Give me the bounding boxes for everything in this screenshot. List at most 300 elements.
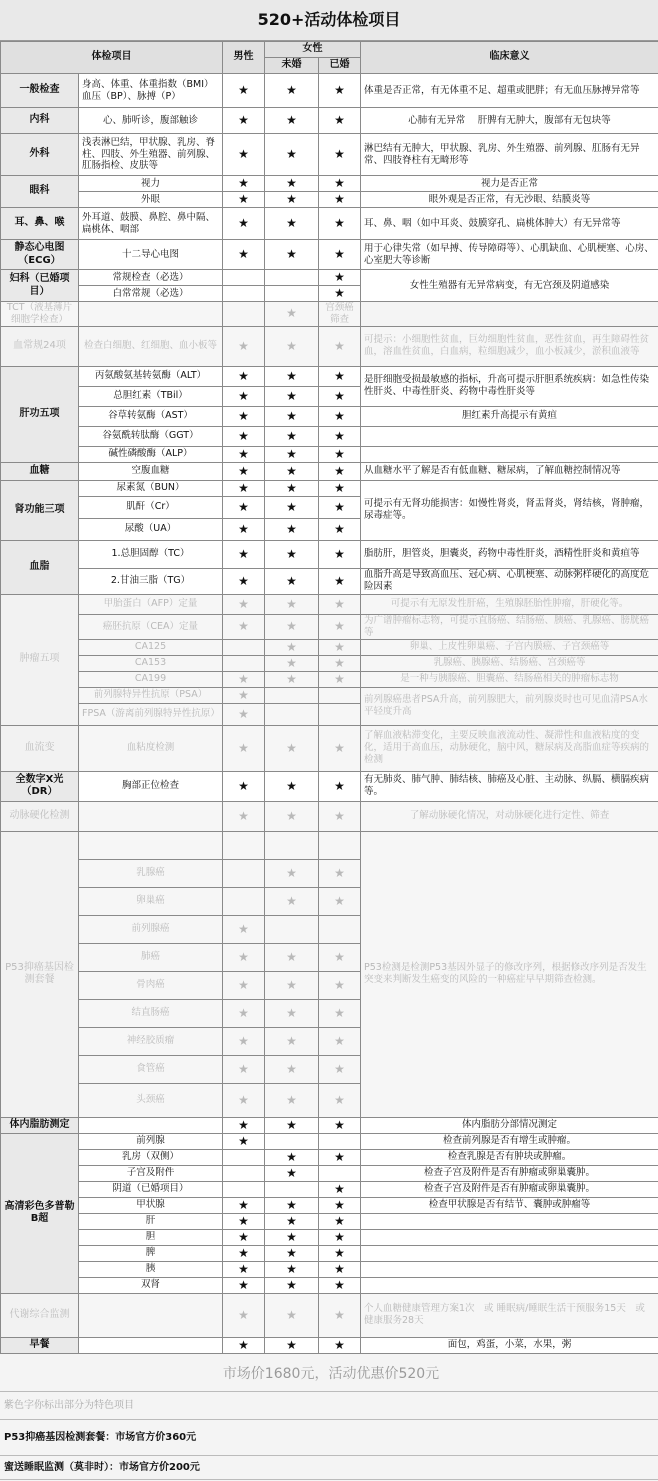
table-row bbox=[1, 446, 658, 462]
meaning-cell: 是一种与胰腺癌、胆囊癌、结肠癌相关的肿瘤标志物 bbox=[361, 671, 658, 687]
category-cell: P53抑癌基因检测套餐 bbox=[1, 831, 79, 1117]
male-star-cell: ★ bbox=[223, 943, 265, 971]
male-star-cell: ★ bbox=[223, 108, 265, 134]
unmarried-star-cell: ★ bbox=[265, 1083, 319, 1117]
unmarried-star-cell: ★ bbox=[265, 1277, 319, 1293]
married-star-cell: ★ bbox=[319, 1181, 361, 1197]
male-star-cell: ★ bbox=[223, 725, 265, 771]
male-star-cell: ★ bbox=[223, 1337, 265, 1353]
unmarried-star-cell bbox=[265, 915, 319, 943]
married-star-cell: ★ bbox=[319, 1149, 361, 1165]
table-row bbox=[1, 462, 658, 480]
unmarried-star-cell: ★ bbox=[265, 1213, 319, 1229]
unmarried-star-cell: ★ bbox=[265, 1337, 319, 1353]
item-cell: 阴道（已婚项目） bbox=[79, 1181, 223, 1197]
item-cell bbox=[79, 1337, 223, 1353]
male-star-cell: ★ bbox=[223, 1055, 265, 1083]
table-row bbox=[1, 480, 658, 496]
meaning-cell: 胆红素升高提示有黄疸 bbox=[361, 406, 658, 426]
item-cell: 浅表淋巴结，甲状腺、乳房、脊柱、四肢、外生殖器、前列腺、肛肠指检、皮肤等 bbox=[79, 134, 223, 176]
unmarried-star-cell: ★ bbox=[265, 1055, 319, 1083]
price-line: 市场价1680元，活动优惠价520元 bbox=[0, 1356, 658, 1392]
unmarried-star-cell: ★ bbox=[265, 480, 319, 496]
item-cell: 头颈癌 bbox=[79, 1083, 223, 1117]
meaning-cell: 乳腺癌、胰腺癌、结肠癌、宫颈癌等 bbox=[361, 655, 658, 671]
male-star-cell: ★ bbox=[223, 326, 265, 366]
table-row bbox=[1, 1117, 658, 1133]
item-cell: 谷草转氨酶（AST） bbox=[79, 406, 223, 426]
male-star-cell: ★ bbox=[223, 426, 265, 446]
male-star-cell: ★ bbox=[223, 687, 265, 703]
table-row bbox=[1, 366, 658, 386]
male-star-cell bbox=[79, 302, 223, 327]
table-row bbox=[1, 831, 658, 859]
male-star-cell: ★ bbox=[223, 386, 265, 406]
item-cell: CA153 bbox=[79, 655, 223, 671]
married-star-cell: ★ bbox=[319, 971, 361, 999]
unmarried-star-cell: ★ bbox=[265, 614, 319, 639]
unmarried-star-cell: ★ bbox=[265, 639, 319, 655]
unmarried-star-cell: ★ bbox=[265, 1197, 319, 1213]
married-star-cell: ★ bbox=[319, 426, 361, 446]
unmarried-star-cell: ★ bbox=[265, 771, 319, 801]
male-star-cell: ★ bbox=[223, 801, 265, 831]
item-cell: 前列腺 bbox=[79, 1133, 223, 1149]
unmarried-star-cell: ★ bbox=[265, 134, 319, 176]
married-star-cell: ★ bbox=[319, 366, 361, 386]
unmarried-star-cell: ★ bbox=[265, 801, 319, 831]
meaning-cell: 从血糖水平了解是否有低血糖、糖尿病，了解血糖控制情况等 bbox=[361, 462, 658, 480]
unmarried-star-cell: ★ bbox=[265, 326, 319, 366]
category-cell: 血常规24项 bbox=[1, 326, 79, 366]
category-cell: 静态心电图（ECG） bbox=[1, 240, 79, 270]
item-cell: CA125 bbox=[79, 639, 223, 655]
meaning-cell: 淋巴结有无肿大，甲状腺、乳房、外生殖器、前列腺、肛肠有无异常、四肢脊柱有无畸形等 bbox=[361, 134, 658, 176]
unmarried-star-cell: ★ bbox=[265, 655, 319, 671]
table-row bbox=[1, 208, 658, 240]
married-star-cell: ★ bbox=[319, 406, 361, 426]
married-star-cell: ★ bbox=[319, 496, 361, 518]
table-row bbox=[1, 1229, 658, 1245]
male-star-cell bbox=[223, 1165, 265, 1181]
married-star-cell: ★ bbox=[319, 1083, 361, 1117]
unmarried-star-cell: ★ bbox=[265, 386, 319, 406]
meaning-cell: 了解血液粘滞变化，主要反映血液流动性、凝滞性和血液粘度的变化，适用于高血压，动脉硬化，脑中风，糖尿病及高脂血症等疾病的检测 bbox=[361, 725, 658, 771]
married-star-cell: ★ bbox=[319, 1197, 361, 1213]
male-star-cell: ★ bbox=[223, 1245, 265, 1261]
item-cell bbox=[79, 1293, 223, 1337]
meaning-cell: 用于心律失常（如早搏、传导障碍等）、心肌缺血、心肌梗塞、心房、心室肥大等诊断 bbox=[361, 240, 658, 270]
male-star-cell: ★ bbox=[223, 446, 265, 462]
table-row bbox=[1, 771, 658, 801]
male-star-cell: ★ bbox=[223, 366, 265, 386]
married-star-cell: ★ bbox=[319, 1337, 361, 1353]
item-cell: 食管癌 bbox=[79, 1055, 223, 1083]
unmarried-star-cell: ★ bbox=[265, 192, 319, 208]
male-star-cell: ★ bbox=[223, 1261, 265, 1277]
male-star-cell bbox=[223, 859, 265, 887]
meaning-cell: 前列腺癌患者PSA升高，前列腺肥大，前列腺炎时也可见血清PSA水平轻度升高 bbox=[361, 687, 658, 725]
unmarried-star-cell: ★ bbox=[265, 496, 319, 518]
unmarried-star-cell: ★ bbox=[265, 176, 319, 192]
unmarried-star-cell: ★ bbox=[265, 366, 319, 386]
unmarried-star-cell: ★ bbox=[265, 446, 319, 462]
married-star-cell: ★ bbox=[319, 540, 361, 568]
male-star-cell: ★ bbox=[223, 208, 265, 240]
unmarried-star-cell: ★ bbox=[265, 462, 319, 480]
married-star-cell: ★ bbox=[319, 326, 361, 366]
unmarried-star-cell: ★ bbox=[265, 1027, 319, 1055]
meaning-cell: 女性生殖器有无异常病变，有无宫颈及阴道感染 bbox=[361, 270, 658, 302]
table-row bbox=[1, 134, 658, 176]
married-star-cell bbox=[319, 687, 361, 703]
married-star-cell bbox=[319, 1133, 361, 1149]
meaning-cell: 有无肺炎、肺气肿、肺结核、肺癌及心脏、主动脉、纵膈、横膈疾病等。 bbox=[361, 771, 658, 801]
unmarried-star-cell: ★ bbox=[265, 108, 319, 134]
item-cell: 胆 bbox=[79, 1229, 223, 1245]
sleep-price-line: 蜜送睡眠监测（莫非时）：市场官方价200元 bbox=[0, 1456, 658, 1480]
male-star-cell bbox=[223, 831, 265, 859]
item-cell: 1.总胆固醇（TC） bbox=[79, 540, 223, 568]
male-star-cell: ★ bbox=[223, 1133, 265, 1149]
unmarried-star-cell bbox=[265, 687, 319, 703]
married-star-cell: ★ bbox=[319, 208, 361, 240]
unmarried-star-cell: ★ bbox=[265, 1229, 319, 1245]
unmarried-star-cell: ★ bbox=[265, 568, 319, 594]
item-cell: 外耳道、鼓膜、鼻腔、鼻中隔、扁桃体、咽部 bbox=[79, 208, 223, 240]
table-row bbox=[1, 192, 658, 208]
unmarried-star-cell: ★ bbox=[265, 1117, 319, 1133]
meaning-cell: 脂肪肝，胆管炎，胆囊炎，药物中毒性肝炎，酒精性肝炎和黄疸等 bbox=[361, 540, 658, 568]
table-row bbox=[1, 240, 658, 270]
male-star-cell: ★ bbox=[223, 1277, 265, 1293]
table-row bbox=[1, 74, 658, 108]
meaning-cell bbox=[361, 1229, 658, 1245]
meaning-cell: 检查子宫及附件是否有肿瘤或卵巢囊肿。 bbox=[361, 1165, 658, 1181]
header-female: 女性 bbox=[265, 42, 361, 58]
meaning-cell: 是肝细胞受损最敏感的指标，升高可提示肝胆系统疾病：如急性传染性肝炎、中毒性肝炎、药物中毒性肝炎等 bbox=[361, 366, 658, 406]
item-cell: 骨肉癌 bbox=[79, 971, 223, 999]
male-star-cell: ★ bbox=[223, 240, 265, 270]
unmarried-star-cell: ★ bbox=[265, 74, 319, 108]
male-star-cell: ★ bbox=[223, 1027, 265, 1055]
item-cell: 白常常规（必选） bbox=[79, 286, 223, 302]
item-cell: 总胆红素（TBil） bbox=[79, 386, 223, 406]
male-star-cell bbox=[223, 887, 265, 915]
item-cell: 乳房（双侧） bbox=[79, 1149, 223, 1165]
item-cell: 甲状腺 bbox=[79, 1197, 223, 1213]
table-row bbox=[1, 1181, 658, 1197]
male-star-cell: ★ bbox=[223, 771, 265, 801]
meaning-cell: 为广谱肿瘤标志物，可提示直肠癌、结肠癌、胰癌、乳腺癌、膀胱癌等 bbox=[361, 614, 658, 639]
meaning-cell bbox=[361, 446, 658, 462]
table-row bbox=[1, 671, 658, 687]
table-row bbox=[1, 426, 658, 446]
male-star-cell bbox=[223, 639, 265, 655]
category-cell: 妇科（已婚项目） bbox=[1, 270, 79, 302]
table-row bbox=[1, 1245, 658, 1261]
category-cell: 动脉硬化检测 bbox=[1, 801, 79, 831]
table-row bbox=[1, 614, 658, 639]
meaning-cell: 个人血糖健康管理方案1次 或 睡眠病/睡眠生活干预服务15天 或 健康服务28天 bbox=[361, 1293, 658, 1337]
table-row bbox=[1, 1133, 658, 1149]
table-row bbox=[1, 326, 658, 366]
meaning-cell: 视力是否正常 bbox=[361, 176, 658, 192]
item-cell: 视力 bbox=[79, 176, 223, 192]
header-meaning: 临床意义 bbox=[361, 42, 658, 74]
married-star-cell: ★ bbox=[319, 771, 361, 801]
page-title: 520+活动体检项目 bbox=[0, 0, 658, 41]
unmarried-star-cell bbox=[265, 286, 319, 302]
category-cell: 代谢综合监测 bbox=[1, 1293, 79, 1337]
item-cell: 尿素氮（BUN） bbox=[79, 480, 223, 496]
male-star-cell: ★ bbox=[223, 406, 265, 426]
feature-note: 紫色字你标出部分为特色项目 bbox=[0, 1392, 658, 1420]
male-star-cell: ★ bbox=[223, 540, 265, 568]
male-star-cell: ★ bbox=[223, 1213, 265, 1229]
header-unmarried: 未婚 bbox=[265, 58, 319, 74]
item-cell: 双肾 bbox=[79, 1277, 223, 1293]
married-star-cell: ★ bbox=[319, 639, 361, 655]
married-star-cell bbox=[319, 831, 361, 859]
header-item: 体检项目 bbox=[1, 42, 223, 74]
male-star-cell: ★ bbox=[223, 999, 265, 1027]
married-star-cell: ★ bbox=[319, 801, 361, 831]
table-row bbox=[1, 594, 658, 614]
table-row bbox=[1, 801, 658, 831]
married-star-cell: ★ bbox=[319, 480, 361, 496]
married-star-cell: ★ bbox=[319, 1117, 361, 1133]
married-star-cell bbox=[319, 1165, 361, 1181]
married-star-cell: ★ bbox=[319, 1229, 361, 1245]
married-star-cell: ★ bbox=[319, 240, 361, 270]
category-cell: 肾功能三项 bbox=[1, 480, 79, 540]
meaning-cell: 血脂升高是导致高血压、冠心病、心肌梗塞、动脉粥样硬化的高度危险因素 bbox=[361, 568, 658, 594]
male-star-cell: ★ bbox=[223, 671, 265, 687]
unmarried-star-cell: ★ bbox=[265, 1165, 319, 1181]
exam-table bbox=[0, 41, 658, 1354]
item-cell: FPSA（游离前列腺特异性抗原） bbox=[79, 703, 223, 725]
table-row bbox=[1, 108, 658, 134]
married-star-cell: ★ bbox=[319, 192, 361, 208]
meaning-cell: 宫颈癌筛查 bbox=[319, 302, 361, 327]
table-row bbox=[1, 568, 658, 594]
married-star-cell: ★ bbox=[319, 1027, 361, 1055]
header-male: 男性 bbox=[223, 42, 265, 74]
meaning-cell bbox=[361, 1245, 658, 1261]
meaning-cell: 体重是否正常，有无体重不足、超重或肥胖；有无血压脉搏异常等 bbox=[361, 74, 658, 108]
item-cell: 肝 bbox=[79, 1213, 223, 1229]
meaning-cell: 检查乳腺是否有肿块或肿瘤。 bbox=[361, 1149, 658, 1165]
male-star-cell: ★ bbox=[223, 192, 265, 208]
married-star-cell: ★ bbox=[319, 386, 361, 406]
married-star-cell: ★ bbox=[319, 134, 361, 176]
meaning-cell: 可提示有无肾功能损害：如慢性肾炎，肾盂肾炎，肾结核，肾肿瘤，尿毒症等。 bbox=[361, 480, 658, 540]
table-row bbox=[1, 1293, 658, 1337]
table-row bbox=[1, 1149, 658, 1165]
item-cell: 肌酐（Cr） bbox=[79, 496, 223, 518]
item-cell: 乳腺癌 bbox=[79, 859, 223, 887]
p53-price-line: P53抑癌基因检测套餐：市场官方价360元 bbox=[0, 1420, 658, 1456]
table-row bbox=[1, 540, 658, 568]
item-cell: 外眼 bbox=[79, 192, 223, 208]
male-star-cell: ★ bbox=[223, 134, 265, 176]
married-star-cell: ★ bbox=[319, 1245, 361, 1261]
unmarried-star-cell: ★ bbox=[265, 1261, 319, 1277]
unmarried-star-cell: ★ bbox=[265, 518, 319, 540]
married-star-cell: ★ bbox=[319, 108, 361, 134]
meaning-cell: 检查子宫及附件是否有肿瘤或卵巢囊肿。 bbox=[361, 1181, 658, 1197]
meaning-cell: P53检测是检测P53基因外显子的修改序列，根据修改序列是否发生突变来判断发生癌变的风险的一种癌症早早期筛查检测。 bbox=[361, 831, 658, 1117]
married-star-cell: ★ bbox=[319, 286, 361, 302]
table-row bbox=[1, 655, 658, 671]
unmarried-star-cell: ★ bbox=[265, 971, 319, 999]
item-cell: 尿酸（UA） bbox=[79, 518, 223, 540]
item-cell: 空腹血糖 bbox=[79, 462, 223, 480]
male-star-cell: ★ bbox=[223, 462, 265, 480]
meaning-cell: 心肺有无异常 肝脾有无肿大，腹部有无包块等 bbox=[361, 108, 658, 134]
meaning-cell: 卵巢、上皮性卵巢癌、子宫内膜癌、子宫颈癌等 bbox=[361, 639, 658, 655]
item-cell: 甲胎蛋白（AFP）定量 bbox=[79, 594, 223, 614]
category-cell: 耳、鼻、喉 bbox=[1, 208, 79, 240]
category-cell: 全数字X光（DR） bbox=[1, 771, 79, 801]
meaning-cell: 可提示有无原发性肝癌，生殖腺胚胎性肿瘤，肝硬化等。 bbox=[361, 594, 658, 614]
married-star-cell: ★ bbox=[319, 446, 361, 462]
item-cell: 心、肺听诊，腹部触诊 bbox=[79, 108, 223, 134]
married-star-cell: ★ bbox=[319, 859, 361, 887]
meaning-cell: 眼外观是否正常，有无沙眼、结膜炎等 bbox=[361, 192, 658, 208]
category-cell: 血流变 bbox=[1, 725, 79, 771]
married-star-cell bbox=[319, 703, 361, 725]
meaning-cell bbox=[361, 1277, 658, 1293]
unmarried-star-cell bbox=[223, 302, 265, 327]
category-cell: 外科 bbox=[1, 134, 79, 176]
meaning-cell: 可提示：小细胞性贫血，巨幼细胞性贫血，恶性贫血，再生障碍性贫血，溶血性贫血，白血病，粒细胞减少，血小板减少，淤积血液等 bbox=[361, 326, 658, 366]
item-cell: TCT（液基薄片细胞学检查） bbox=[1, 302, 79, 327]
item-cell: 常规检查（必选） bbox=[79, 270, 223, 286]
exam-table-body bbox=[1, 42, 658, 1354]
male-star-cell bbox=[223, 1149, 265, 1165]
married-star-cell: ★ bbox=[319, 1213, 361, 1229]
married-star-cell: ★ bbox=[319, 1055, 361, 1083]
male-star-cell bbox=[223, 286, 265, 302]
category-cell: 肝功五项 bbox=[1, 366, 79, 462]
unmarried-star-cell: ★ bbox=[265, 240, 319, 270]
item-cell: 身高、体重、体重指数（BMI）血压（BP）、脉搏（P） bbox=[79, 74, 223, 108]
male-star-cell: ★ bbox=[223, 176, 265, 192]
unmarried-star-cell bbox=[265, 1181, 319, 1197]
married-star-cell: ★ bbox=[319, 594, 361, 614]
category-cell: 血糖 bbox=[1, 462, 79, 480]
item-cell: 十二导心电图 bbox=[79, 240, 223, 270]
table-row bbox=[1, 1337, 658, 1353]
item-cell: 血粘度检测 bbox=[79, 725, 223, 771]
category-cell: 肿瘤五项 bbox=[1, 594, 79, 725]
male-star-cell bbox=[223, 655, 265, 671]
unmarried-star-cell: ★ bbox=[265, 208, 319, 240]
table-row bbox=[1, 1197, 658, 1213]
item-cell: 卵巢癌 bbox=[79, 887, 223, 915]
meaning-cell: 检查前列腺是否有增生或肿瘤。 bbox=[361, 1133, 658, 1149]
meaning-cell: 检查甲状腺是否有结节、囊肿或肿瘤等 bbox=[361, 1197, 658, 1213]
item-cell bbox=[79, 801, 223, 831]
unmarried-star-cell: ★ bbox=[265, 943, 319, 971]
male-star-cell: ★ bbox=[223, 1293, 265, 1337]
meaning-cell: 体内脂肪分部情况测定 bbox=[361, 1117, 658, 1133]
unmarried-star-cell: ★ bbox=[265, 1245, 319, 1261]
item-cell: 结直肠癌 bbox=[79, 999, 223, 1027]
married-star-cell: ★ bbox=[319, 462, 361, 480]
married-star-cell: ★ bbox=[319, 943, 361, 971]
male-star-cell: ★ bbox=[223, 74, 265, 108]
married-star-cell: ★ bbox=[319, 568, 361, 594]
unmarried-star-cell: ★ bbox=[265, 1149, 319, 1165]
item-cell: 谷氨酰转肽酶（GGT） bbox=[79, 426, 223, 446]
male-star-cell: ★ bbox=[223, 1197, 265, 1213]
item-cell: 胰 bbox=[79, 1261, 223, 1277]
item-cell bbox=[79, 831, 223, 859]
unmarried-star-cell: ★ bbox=[265, 671, 319, 687]
item-cell: 癌胚抗原（CEA）定量 bbox=[79, 614, 223, 639]
item-cell: 子宫及附件 bbox=[79, 1165, 223, 1181]
unmarried-star-cell: ★ bbox=[265, 725, 319, 771]
unmarried-star-cell: ★ bbox=[265, 859, 319, 887]
category-cell: 眼科 bbox=[1, 176, 79, 208]
category-cell: 一般检查 bbox=[1, 74, 79, 108]
married-star-cell: ★ bbox=[319, 887, 361, 915]
male-star-cell: ★ bbox=[223, 915, 265, 943]
meaning-cell: 了解动脉硬化情况，对动脉硬化进行定性、筛查 bbox=[361, 801, 658, 831]
table-row bbox=[1, 176, 658, 192]
male-star-cell: ★ bbox=[223, 1229, 265, 1245]
married-star-cell: ★ bbox=[319, 725, 361, 771]
married-star-cell: ★ bbox=[319, 518, 361, 540]
male-star-cell: ★ bbox=[223, 971, 265, 999]
table-row bbox=[1, 1213, 658, 1229]
item-cell: 前列腺癌 bbox=[79, 915, 223, 943]
table-row bbox=[1, 639, 658, 655]
married-star-cell: ★ bbox=[319, 999, 361, 1027]
married-star-cell: ★ bbox=[319, 176, 361, 192]
table-row bbox=[1, 270, 658, 286]
meaning-cell bbox=[361, 426, 658, 446]
male-star-cell bbox=[223, 270, 265, 286]
married-star-cell: ★ bbox=[319, 671, 361, 687]
male-star-cell bbox=[223, 1181, 265, 1197]
item-cell: 脾 bbox=[79, 1245, 223, 1261]
table-row bbox=[1, 725, 658, 771]
unmarried-star-cell bbox=[265, 831, 319, 859]
unmarried-star-cell: ★ bbox=[265, 594, 319, 614]
meaning-cell bbox=[361, 1213, 658, 1229]
item-cell: 前列腺特异性抗原（PSA） bbox=[79, 687, 223, 703]
category-cell: 内科 bbox=[1, 108, 79, 134]
category-cell: 高清彩色多普勒B超 bbox=[1, 1133, 79, 1293]
category-cell: 血脂 bbox=[1, 540, 79, 594]
table-row bbox=[1, 1261, 658, 1277]
married-star-cell: ★ bbox=[265, 302, 319, 327]
married-star-cell: ★ bbox=[319, 74, 361, 108]
male-star-cell: ★ bbox=[223, 614, 265, 639]
married-star-cell bbox=[319, 915, 361, 943]
item-cell: 肺癌 bbox=[79, 943, 223, 971]
male-star-cell: ★ bbox=[223, 568, 265, 594]
table-row bbox=[1, 302, 658, 327]
unmarried-star-cell bbox=[265, 270, 319, 286]
male-star-cell: ★ bbox=[223, 594, 265, 614]
male-star-cell: ★ bbox=[223, 703, 265, 725]
item-cell bbox=[79, 1117, 223, 1133]
